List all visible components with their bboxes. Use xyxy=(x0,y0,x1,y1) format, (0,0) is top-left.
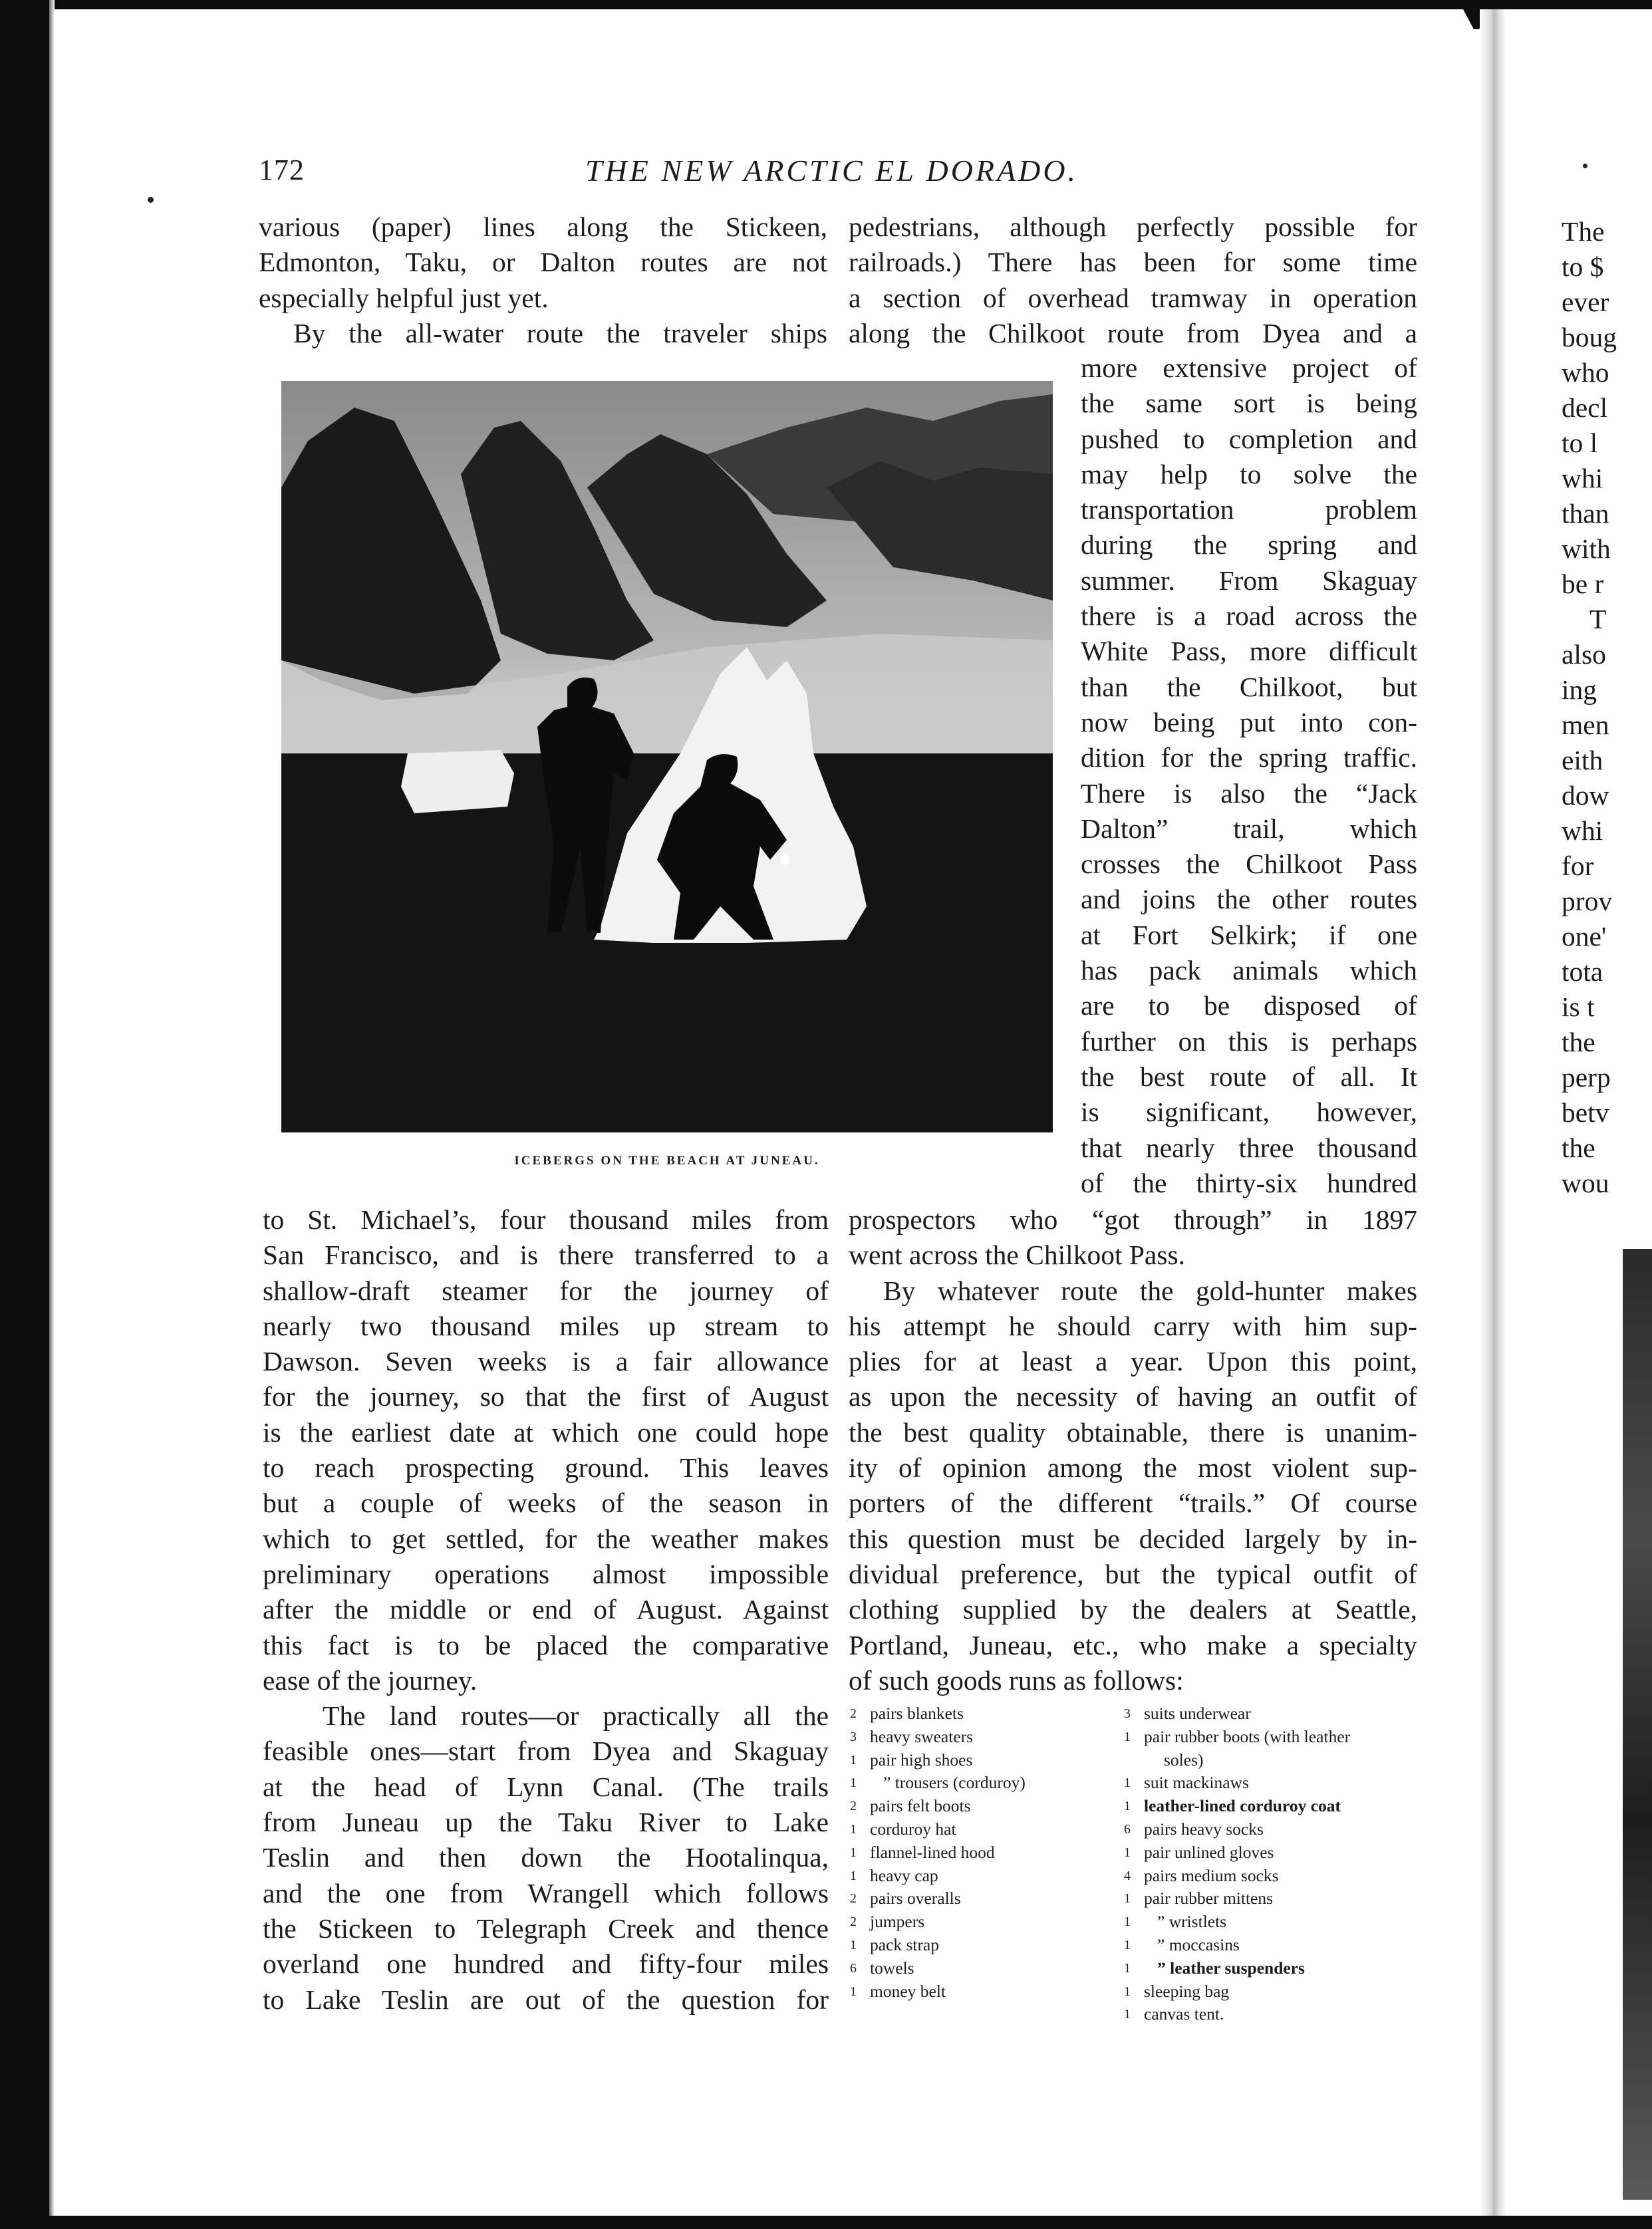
text-line: By the all-water route the traveler ships xyxy=(293,317,827,348)
next-page-fragment: dow xyxy=(1562,780,1609,811)
scan-speck xyxy=(1583,164,1587,168)
text-line: there is a road across the xyxy=(1081,600,1417,632)
text-line: the same sort is being xyxy=(1081,388,1417,419)
text-line: further on this is perhaps xyxy=(1081,1025,1417,1057)
text-line: dition for the spring traffic. xyxy=(1081,742,1417,773)
text-line: Portland, Juneau, etc., who make a specialty xyxy=(849,1629,1417,1660)
text-line: San Francisco, and is there transferred to a xyxy=(263,1240,829,1271)
column-right-top xyxy=(849,209,1417,351)
text-line: is significant, however, xyxy=(1081,1097,1417,1128)
next-page-fragment: be r xyxy=(1562,569,1604,599)
list-item: 1 ” moccasins xyxy=(1124,1934,1240,1954)
next-page-fragment: perp xyxy=(1562,1062,1611,1093)
text-line: this question must be decided largely by in- xyxy=(849,1523,1417,1554)
text-line: railroads.) There has been for some time xyxy=(849,247,1417,278)
text-line: to St. Michael’s, four thousand miles from xyxy=(263,1204,829,1235)
list-item: 6 towels xyxy=(850,1958,914,1978)
scan-border-shadow xyxy=(49,0,55,2229)
next-page-fragment: tota xyxy=(1562,956,1603,987)
text-line: to reach prospecting ground. This leaves xyxy=(263,1452,829,1484)
next-page-fragment: boug xyxy=(1562,322,1617,352)
text-line: this fact is to be placed the comparative xyxy=(263,1629,829,1660)
next-page-fragment: T xyxy=(1589,604,1607,634)
text-line: has pack animals which xyxy=(1081,955,1417,986)
page-number: 172 xyxy=(259,154,305,186)
text-line: shallow-draft steamer for the journey of xyxy=(263,1275,829,1306)
next-page-fragment: the xyxy=(1562,1132,1595,1163)
list-item: 1 ” leather suspenders xyxy=(1124,1958,1305,1978)
next-page-fragment: than xyxy=(1562,498,1609,529)
text-line: for the journey, so that the first of August xyxy=(263,1381,829,1412)
text-line: Edmonton, Taku, or Dalton routes are not xyxy=(259,247,827,278)
next-page-fragment: eith xyxy=(1562,745,1603,775)
text-line: which to get settled, for the weather makes xyxy=(263,1523,829,1554)
text-line: that nearly three thousand xyxy=(1081,1132,1417,1163)
text-line: crosses the Chilkoot Pass xyxy=(1081,849,1417,880)
next-page-fragment: wou xyxy=(1562,1168,1609,1198)
list-item: soles) xyxy=(1164,1750,1204,1770)
next-page-fragment: ever xyxy=(1562,287,1609,317)
scan-border-top xyxy=(0,0,1652,9)
text-line: There is also the “Jack xyxy=(1081,777,1417,809)
next-page-fragment: with xyxy=(1562,533,1611,564)
text-line: Dalton” trail, which xyxy=(1081,813,1417,844)
next-page-fragment: whi xyxy=(1562,463,1603,493)
list-item: 1 pair high shoes xyxy=(850,1750,973,1770)
next-page-fragment: The xyxy=(1562,216,1605,247)
text-line: feasible ones—start from Dyea and Skaguay xyxy=(263,1736,829,1767)
running-head: THE NEW ARCTIC EL DORADO. xyxy=(585,154,1079,188)
outfit-list-right xyxy=(1124,1702,1437,2026)
text-line: transportation problem xyxy=(1081,494,1417,525)
next-page-fragment: decl xyxy=(1562,392,1608,423)
next-page-fragment: for xyxy=(1562,851,1594,881)
text-line: the Stickeen to Telegraph Creek and thence xyxy=(263,1912,829,1944)
list-item: 1 corduroy hat xyxy=(850,1819,956,1839)
text-line: Teslin and then down the Hootalinqua, xyxy=(263,1842,829,1873)
list-item: 1 leather-lined corduroy coat xyxy=(1124,1796,1341,1816)
text-line: dividual preference, but the typical outfit of xyxy=(849,1558,1417,1589)
text-line: summer. From Skaguay xyxy=(1081,565,1417,596)
text-line: but a couple of weeks of the season in xyxy=(263,1488,829,1519)
list-item: 3 suits underwear xyxy=(1124,1704,1251,1723)
text-line: various (paper) lines along the Stickeen, xyxy=(259,211,827,242)
text-line: White Pass, more difficult xyxy=(1081,636,1417,667)
page-gutter xyxy=(1480,9,1506,2216)
text-line: and joins the other routes xyxy=(1081,884,1417,915)
text-line: now being put into con- xyxy=(1081,706,1417,737)
text-line: ity of opinion among the most violent sup- xyxy=(849,1452,1417,1484)
text-line: may help to solve the xyxy=(1081,458,1417,489)
list-item: 1 sleeping bag xyxy=(1124,1981,1230,2001)
text-line: are to be disposed of xyxy=(1081,990,1417,1021)
list-item: 6 pairs heavy socks xyxy=(1124,1819,1264,1839)
text-line: clothing supplied by the dealers at Seattle, xyxy=(849,1594,1417,1625)
text-line: pushed to completion and xyxy=(1081,423,1417,454)
column-left-bottom xyxy=(263,1202,829,2018)
next-page-fragment: one' xyxy=(1562,921,1607,952)
next-page-photo-edge xyxy=(1623,1249,1652,2200)
next-page-fragment: also xyxy=(1562,639,1606,670)
text-line: the best quality obtainable, there is unanim- xyxy=(849,1416,1417,1448)
list-item: 2 pairs felt boots xyxy=(850,1796,971,1816)
next-page-fragment: ing xyxy=(1562,674,1597,705)
text-line: went across the Chilkoot Pass. xyxy=(849,1240,1186,1271)
text-line: as upon the necessity of having an outfit of xyxy=(849,1381,1417,1412)
list-item: 1 ” trousers (corduroy) xyxy=(850,1773,1026,1793)
column-right-bottom xyxy=(849,1202,1417,1698)
scan-border-bottom xyxy=(0,2216,1652,2229)
list-item: 2 pairs blankets xyxy=(850,1704,964,1723)
text-line: preliminary operations almost impossible xyxy=(263,1558,829,1589)
next-page-fragment: betv xyxy=(1562,1097,1609,1128)
text-line: plies for at least a year. Upon this point, xyxy=(849,1346,1417,1377)
scan-border-left xyxy=(0,0,49,2229)
list-item: 2 jumpers xyxy=(850,1912,925,1932)
next-page-fragment: is t xyxy=(1562,991,1595,1022)
text-line: after the middle or end of August. Against xyxy=(263,1594,829,1625)
list-item: 1 pair rubber mittens xyxy=(1124,1889,1274,1908)
text-line: from Juneau up the Taku River to Lake xyxy=(263,1807,829,1838)
next-page-fragment: who xyxy=(1562,357,1609,388)
text-line: overland one hundred and fifty-four miles xyxy=(263,1948,829,1980)
column-right-wrap xyxy=(1081,350,1417,1201)
text-line: his attempt he should carry with him sup- xyxy=(849,1310,1417,1341)
list-item: 1 pack strap xyxy=(850,1934,940,1954)
outfit-list-left xyxy=(850,1702,1116,2003)
list-item: 1 canvas tent. xyxy=(1124,2004,1224,2024)
list-item: 4 pairs medium socks xyxy=(1124,1865,1279,1885)
text-line: a section of overhead tramway in operation xyxy=(849,282,1417,313)
text-line: is the earliest date at which one could hope xyxy=(263,1416,829,1448)
text-line: along the Chilkoot route from Dyea and a xyxy=(849,317,1417,348)
list-item: 1 flannel-lined hood xyxy=(850,1842,995,1862)
list-item: 1 money belt xyxy=(850,1981,946,2001)
list-item: 3 heavy sweaters xyxy=(850,1726,974,1746)
text-line: at Fort Selkirk; if one xyxy=(1081,919,1417,950)
next-page-fragment: men xyxy=(1562,710,1609,740)
list-item: 1 pair unlined gloves xyxy=(1124,1842,1274,1862)
next-page-fragment: to $ xyxy=(1562,251,1604,282)
text-line: Dawson. Seven weeks is a fair allowance xyxy=(263,1346,829,1377)
text-line: and the one from Wrangell which follows xyxy=(263,1877,829,1908)
text-line: more extensive project of xyxy=(1081,352,1417,383)
list-item: 2 pairs overalls xyxy=(850,1889,961,1908)
list-item: 1 ” wristlets xyxy=(1124,1912,1227,1932)
text-line: of such goods runs as follows: xyxy=(849,1664,1184,1696)
text-line: to Lake Teslin are out of the question for xyxy=(263,1984,829,2015)
next-page-fragment: whi xyxy=(1562,815,1603,846)
text-line: the best route of all. It xyxy=(1081,1061,1417,1092)
column-left-top xyxy=(259,209,827,351)
text-line: during the spring and xyxy=(1081,529,1417,561)
list-item: 1 pair rubber boots (with leather xyxy=(1124,1726,1351,1746)
iceberg-photo xyxy=(281,381,1053,1132)
text-line: nearly two thousand miles up stream to xyxy=(263,1310,829,1341)
text-line: especially helpful just yet. xyxy=(259,282,549,313)
next-page-fragment: prov xyxy=(1562,886,1613,916)
list-item: 1 suit mackinaws xyxy=(1124,1773,1249,1793)
text-line: at the head of Lynn Canal. (The trails xyxy=(263,1771,829,1802)
scan-speck xyxy=(148,197,154,203)
text-line: porters of the different “trails.” Of course xyxy=(849,1488,1417,1519)
text-line: ease of the journey. xyxy=(263,1664,478,1696)
text-line: The land routes—or practically all the xyxy=(323,1700,829,1732)
photo-caption: ICEBERGS ON THE BEACH AT JUNEAU. xyxy=(514,1154,820,1168)
text-line: pedestrians, although perfectly possible for xyxy=(849,211,1417,242)
next-page-fragment: the xyxy=(1562,1027,1595,1057)
text-line: By whatever route the gold-hunter makes xyxy=(883,1275,1417,1306)
text-line: than the Chilkoot, but xyxy=(1081,671,1417,702)
text-line: of the thirty-six hundred xyxy=(1081,1167,1417,1198)
list-item: 1 heavy cap xyxy=(850,1865,938,1885)
text-line: prospectors who “got through” in 1897 xyxy=(849,1204,1417,1235)
next-page-fragment: to l xyxy=(1562,428,1598,458)
